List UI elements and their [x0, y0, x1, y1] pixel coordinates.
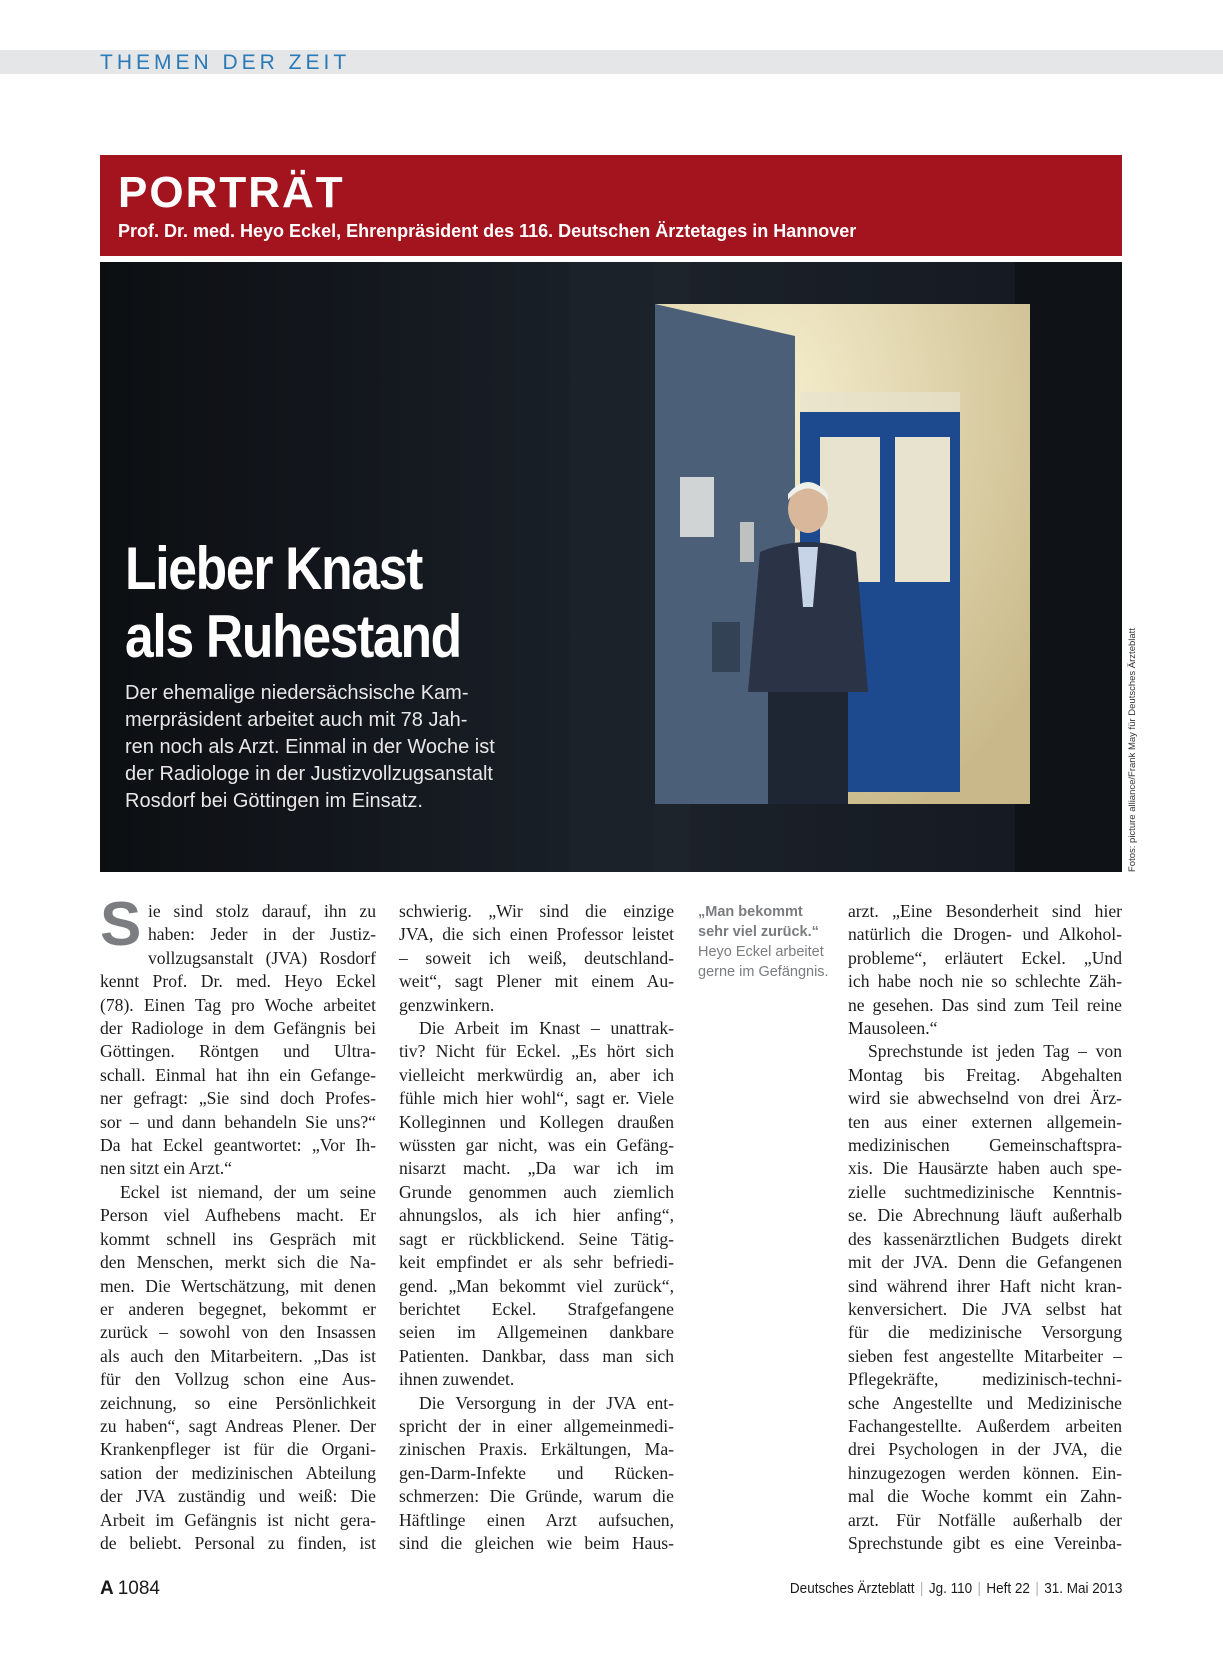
- text-line: ie sind stolz darauf, ihn zu: [148, 901, 376, 921]
- text-line: sieben fest angestellte Mitarbeiter –: [848, 1345, 1122, 1366]
- headline-line: als Ruhestand: [125, 603, 461, 670]
- text-line: wüssten gar nicht, was ein Gefäng-: [399, 1135, 674, 1156]
- text-line: als auch den Mitarbeitern. „Das ist: [100, 1345, 376, 1366]
- text-line: für die medizinische Versorgung: [848, 1322, 1122, 1343]
- separator: |: [1035, 1580, 1039, 1597]
- text-line: Mausoleen.“: [848, 1018, 938, 1039]
- text-line: schwierig. „Wir sind die einzige: [399, 901, 674, 921]
- text-line: probleme“, erläutert Eckel. „Und: [848, 947, 1122, 968]
- issue: Heft 22: [986, 1580, 1030, 1597]
- page-number-value: 1084: [117, 1578, 161, 1599]
- text-line: zeichnung, so eine Persönlichkeit: [100, 1392, 376, 1413]
- text-line: nen sitzt ein Arzt.“: [100, 1158, 232, 1179]
- text-line: zurück – sowohl von den Insassen: [100, 1322, 376, 1343]
- publication-info: [790, 1580, 1122, 1597]
- text-line: genzwinkern.: [399, 994, 495, 1015]
- quote-line: sehr viel zurück.“: [698, 924, 819, 940]
- photo-credit: Fotos: picture alliance/Frank May für Deutsches Ärzteblatt: [1127, 628, 1138, 872]
- text-line: gen-Darm-Infekte und Rücken-: [399, 1462, 674, 1483]
- text-line: tiv? Nicht für Eckel. „Es hört sich: [399, 1041, 674, 1062]
- text-line: ihnen zuwendet.: [399, 1369, 515, 1390]
- text-line: ne gesehen. Das sind zum Teil reine: [848, 994, 1122, 1015]
- text-line: Kolleginnen und Kollegen draußen: [399, 1111, 674, 1132]
- text-line: (78). Einen Tag pro Woche arbeitet: [100, 994, 376, 1015]
- lede-line: ren noch als Arzt. Einmal in der Woche ist: [125, 736, 495, 758]
- text-line: ich habe noch nie so schlechte Zäh-: [848, 971, 1122, 992]
- text-line: der Radiologe in dem Gefängnis bei: [100, 1018, 376, 1039]
- text-line: wird sie abwechselnd von drei Ärz-: [848, 1088, 1122, 1109]
- kicker: PORTRÄT: [118, 168, 345, 217]
- text-line: Die Arbeit im Knast – unattrak-: [419, 1018, 674, 1039]
- text-line: hinzugezogen werden können. Ein-: [848, 1462, 1122, 1483]
- page-number: [100, 1578, 160, 1600]
- text-line: ner gefragt: „Sie sind doch Profes-: [100, 1088, 376, 1109]
- publication-name: Deutsches Ärzteblatt: [789, 1580, 915, 1597]
- text-line: Grunde genommen auch ziemlich: [399, 1181, 674, 1202]
- text-line: kennt Prof. Dr. med. Heyo Eckel: [100, 971, 376, 992]
- text-line: ahnungslos, als ich hier anfing“,: [399, 1205, 674, 1226]
- portrait-header: [100, 155, 1122, 256]
- text-line: spricht der in einer allgemeinmedi-: [399, 1415, 674, 1436]
- text-line: fühle mich hier wohl“, sagt er. Viele: [399, 1088, 674, 1109]
- drop-cap: S: [100, 890, 142, 959]
- quote-caption: Heyo Eckel arbeitet: [698, 944, 824, 960]
- text-line: se. Die Abrechnung läuft außerhalb: [848, 1205, 1122, 1226]
- volume: Jg. 110: [928, 1580, 972, 1597]
- quote-caption: gerne im Gefängnis.: [698, 964, 829, 980]
- separator: |: [919, 1580, 924, 1597]
- lede-line: der Radiologe in der Justizvollzugsanstalt: [125, 763, 493, 785]
- text-line: berichtet Eckel. Strafgefangene: [399, 1298, 674, 1319]
- text-line: gend. „Man bekommt viel zurück“,: [399, 1275, 674, 1296]
- text-line: Sprechstunde ist jeden Tag – von: [868, 1041, 1122, 1062]
- text-line: sor – und dann behandeln Sie uns?“: [100, 1111, 376, 1132]
- text-line: sind während ihrer Haft nicht kran-: [848, 1275, 1122, 1296]
- text-line: Sprechstunde gibt es eine Vereinba-: [848, 1532, 1122, 1553]
- text-line: de beliebt. Personal zu finden, ist: [100, 1532, 376, 1553]
- text-line: sche Angestellte und Medizinische: [848, 1392, 1122, 1413]
- text-line: der JVA zuständig und weiß: Die: [100, 1486, 376, 1507]
- text-line: Person viel Aufhebens macht. Er: [100, 1205, 376, 1226]
- text-line: den Menschen, merkt sich die Na-: [100, 1252, 376, 1273]
- section-label: THEMEN DER ZEIT: [100, 51, 351, 74]
- lede-line: merpräsident arbeitet auch mit 78 Jah-: [125, 709, 468, 731]
- text-line: Patienten. Dankbar, dass man sich: [399, 1345, 674, 1366]
- lede-line: Rosdorf bei Göttingen im Einsatz.: [125, 790, 423, 812]
- text-line: men. Die Wertschätzung, mit denen: [100, 1275, 376, 1296]
- text-line: Krankenpfleger ist für die Organi-: [100, 1439, 376, 1460]
- text-line: vielleicht merkwürdig an, aber ich: [399, 1064, 674, 1085]
- text-line: keit empfindet er als sehr befriedi-: [399, 1252, 674, 1273]
- text-line: natürlich die Drogen- und Alkohol-: [848, 924, 1122, 945]
- text-line: seien im Allgemeinen dankbare: [399, 1322, 674, 1343]
- text-line: schmerzen: Die Gründe, warum die: [399, 1486, 674, 1507]
- text-line: JVA, die sich einen Professor leistet: [399, 924, 674, 945]
- text-line: Göttingen. Röntgen und Ultra-: [100, 1041, 376, 1062]
- text-line: – soweit ich weiß, deutschland-: [399, 947, 674, 968]
- text-line: arzt. „Eine Besonderheit sind hier: [848, 901, 1122, 921]
- text-line: sation der medizinischen Abteilung: [100, 1462, 376, 1483]
- text-line: kommt schnell ins Gespräch mit: [100, 1228, 376, 1249]
- text-line: Pflegekräfte, medizinisch-techni-: [848, 1369, 1122, 1390]
- text-line: arzt. Für Notfälle außerhalb der: [848, 1509, 1122, 1530]
- text-line: Häftlinge einen Arzt aufsuchen,: [399, 1509, 674, 1530]
- text-line: Fachangestellte. Außerdem arbeiten: [848, 1415, 1122, 1436]
- page-prefix: A: [100, 1578, 114, 1599]
- text-line: sind die gleichen wie beim Haus-: [399, 1532, 674, 1553]
- text-line: schall. Einmal hat ihn ein Gefange-: [100, 1064, 376, 1085]
- text-line: drei Psychologen in der JVA, die: [848, 1439, 1122, 1460]
- text-line: mal die Woche kommt ein Zahn-: [848, 1486, 1122, 1507]
- text-line: Montag bis Freitag. Abgehalten: [848, 1064, 1122, 1085]
- text-line: medizinischen Gemeinschaftspra-: [848, 1135, 1122, 1156]
- issue-date: 31. Mai 2013: [1043, 1580, 1122, 1597]
- text-line: mit der JVA. Denn die Gefangenen: [848, 1252, 1122, 1273]
- text-line: Die Versorgung in der JVA ent-: [419, 1392, 674, 1413]
- pull-quote: [698, 902, 833, 982]
- text-line: zielle suchtmedizinische Kenntnis-: [848, 1181, 1122, 1202]
- text-line: vollzugsanstalt (JVA) Rosdorf: [148, 947, 376, 968]
- text-line: er anderen begegnet, bekommt er: [100, 1298, 376, 1319]
- text-line: Eckel ist niemand, der um seine: [120, 1181, 376, 1202]
- text-line: Da hat Eckel geantwortet: „Vor Ih-: [100, 1135, 376, 1156]
- article-column-3: [848, 900, 1122, 1555]
- article-column-1: [100, 890, 376, 1555]
- lede-line: Der ehemalige niedersächsische Kam-: [125, 682, 469, 704]
- quote-line: „Man bekommt: [698, 904, 803, 920]
- text-line: zinischen Praxis. Erkältungen, Ma-: [399, 1439, 674, 1460]
- headline: [125, 535, 572, 671]
- text-line: nisarzt macht. „Da war ich im: [399, 1158, 674, 1179]
- text-line: Arbeit im Gefängnis ist nicht gera-: [100, 1509, 376, 1530]
- text-line: sagt er rückblickend. Seine Tätig-: [399, 1228, 674, 1249]
- text-line: haben: Jeder in der Justiz-: [148, 924, 376, 945]
- text-line: xis. Die Hausärzte haben auch spe-: [848, 1158, 1122, 1179]
- text-line: weit“, sagt Plener mit einem Au-: [399, 971, 674, 992]
- article-column-2: [399, 900, 674, 1555]
- subkicker: Prof. Dr. med. Heyo Eckel, Ehrenpräsident des 116. Deutschen Ärztetages in Hannover: [118, 221, 857, 241]
- separator: |: [977, 1580, 981, 1597]
- text-line: des kassenärztlichen Budgets direkt: [848, 1228, 1122, 1249]
- text-line: kenversichert. Die JVA selbst hat: [848, 1298, 1122, 1319]
- text-line: für den Vollzug schon eine Aus-: [100, 1369, 376, 1390]
- headline-line: Lieber Knast: [125, 535, 423, 602]
- lede: [125, 680, 565, 815]
- text-line: zu haben“, sagt Andreas Plener. Der: [100, 1415, 376, 1436]
- text-line: ten aus einer externen allgemein-: [848, 1111, 1122, 1132]
